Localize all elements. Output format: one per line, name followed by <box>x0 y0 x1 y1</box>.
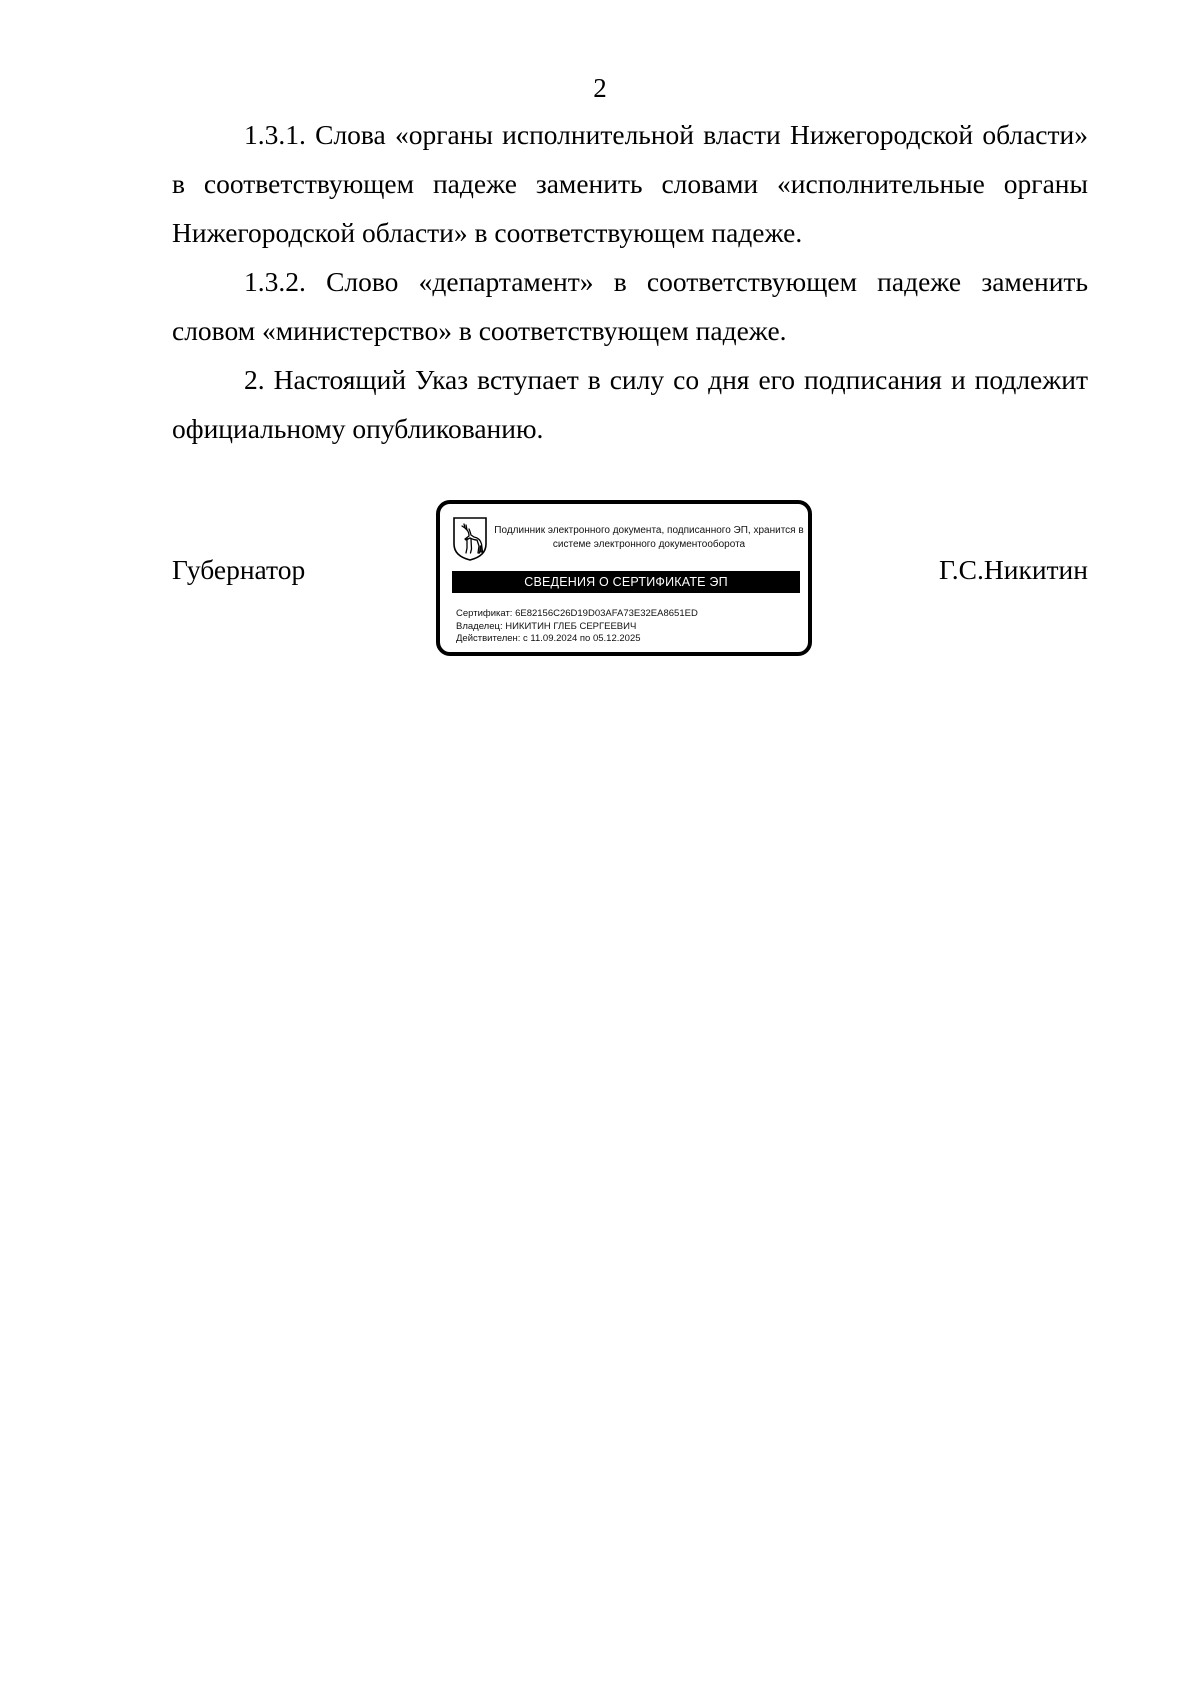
stamp-certificate-header: СВЕДЕНИЯ О СЕРТИФИКАТЕ ЭП <box>452 571 800 593</box>
electronic-signature-stamp <box>436 500 812 656</box>
deer-emblem-icon <box>452 516 488 562</box>
document-body <box>172 110 1088 453</box>
certificate-serial: Сертификат: 6E82156C26D19D03AFA73E32EA8651ED <box>456 608 698 619</box>
signer-position: Губернатор <box>172 554 306 585</box>
paragraph-1-3-1: 1.3.1. Слова «органы исполнительной власти Нижегородской области» в соответствующем падеже заменить словами «исполнительные органы Нижегородской области» в соответствующем падеже. <box>172 119 1088 248</box>
signature-block <box>172 500 1088 670</box>
page-number: 2 <box>593 73 607 103</box>
paragraph-1-3-2: 1.3.2. Слово «департамент» в соответствующем падеже заменить словом «министерство» в соответствующем падеже. <box>172 266 1088 346</box>
certificate-owner: Владелец: НИКИТИН ГЛЕБ СЕРГЕЕВИЧ <box>456 620 637 632</box>
paragraph-2: 2. Настоящий Указ вступает в силу со дня его подписания и подлежит официальному опубликованию. <box>172 364 1088 444</box>
stamp-certificate-details <box>456 608 698 646</box>
signer-name: Г.С.Никитин <box>939 554 1088 585</box>
certificate-validity: Действителен: с 11.09.2024 по 05.12.2025 <box>456 633 641 644</box>
stamp-original-note: Подлинник электронного документа, подписанного ЭП, хранится в системе электронного документооборота <box>494 525 804 550</box>
